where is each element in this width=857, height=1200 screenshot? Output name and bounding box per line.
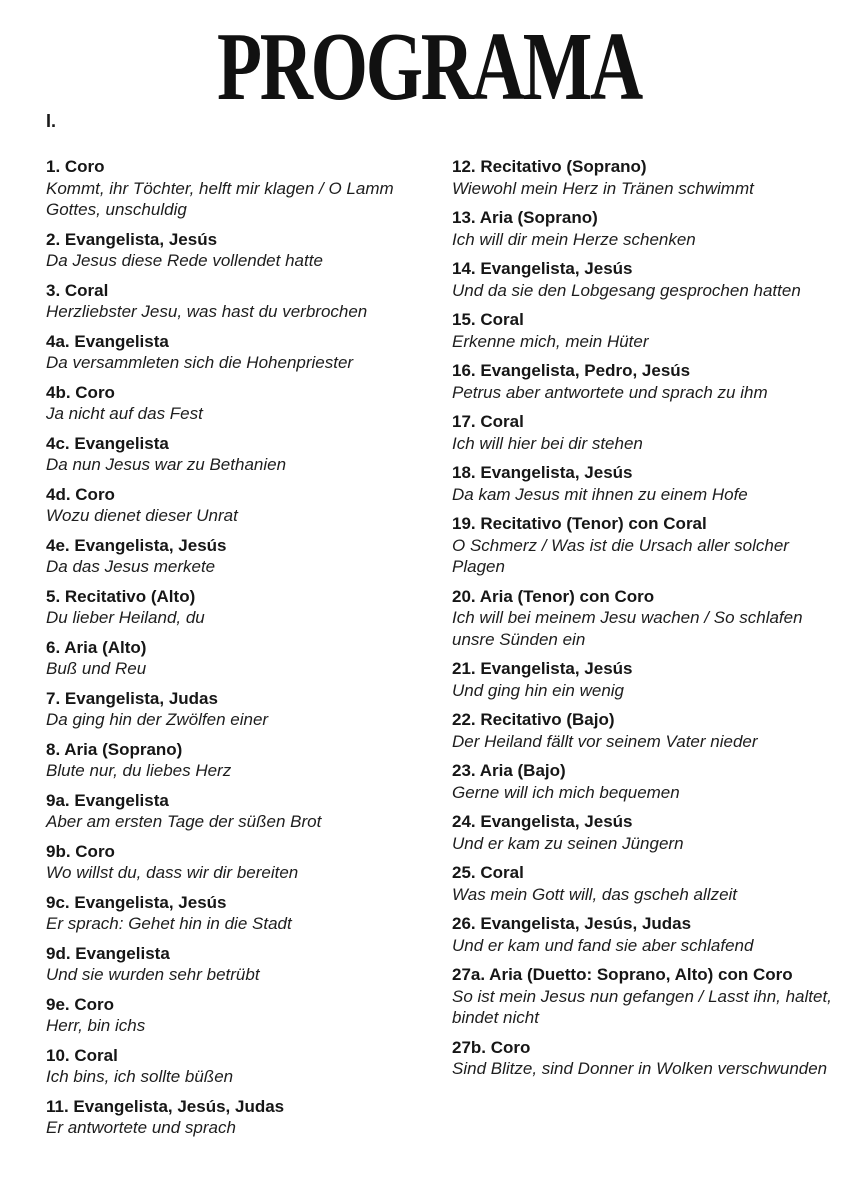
entry-heading: 27a. Aria (Duetto: Soprano, Alto) con Coro: [452, 965, 793, 984]
entry-incipit: Petrus aber antwortete und sprach zu ihm: [452, 382, 768, 402]
program-entry: [452, 586, 844, 651]
program-entry: [452, 156, 844, 199]
entry-heading: 9e. Coro: [46, 994, 115, 1014]
entry-heading: 10. Coral: [46, 1045, 118, 1065]
entry-incipit: Da versammleten sich die Hohenpriester: [46, 353, 354, 372]
program-entry: [46, 484, 418, 527]
entry-incipit: Du lieber Heiland, du: [46, 608, 205, 627]
entry-heading: 18. Evangelista, Jesús: [452, 463, 633, 482]
entry-incipit: Und da sie den Lobgesang gesprochen hatten: [452, 280, 801, 300]
entry-incipit: Blute nur, du liebes Herz: [46, 761, 232, 780]
entry-incipit: Er antwortete und sprach: [46, 1118, 236, 1137]
program-entry: [46, 892, 418, 935]
entry-heading: 3. Coral: [46, 280, 109, 300]
entry-heading: 6. Aria (Alto): [46, 637, 147, 657]
program-entry: [452, 862, 844, 905]
program-entry: [46, 841, 418, 884]
program-entry: [46, 739, 418, 782]
entry-incipit: Wiewohl mein Herz in Tränen schwimmt: [452, 178, 754, 198]
program-entry: [452, 760, 844, 803]
program-entry: [452, 360, 844, 403]
entry-incipit: Und er kam zu seinen Jüngern: [452, 833, 684, 853]
entry-incipit: Was mein Gott will, das gscheh allzeit: [452, 884, 738, 904]
entry-heading: 4c. Evangelista: [46, 433, 169, 453]
entry-heading: 26. Evangelista, Jesús, Judas: [452, 914, 692, 933]
program-entry: [452, 513, 844, 578]
program-entry: [46, 637, 418, 680]
entry-incipit: Da kam Jesus mit ihnen zu einem Hofe: [452, 484, 748, 504]
entry-heading: 9c. Evangelista, Jesús: [46, 892, 227, 912]
entry-heading: 20. Aria (Tenor) con Coro: [452, 586, 655, 606]
entry-incipit: Aber am ersten Tage der süßen Brot: [46, 812, 322, 831]
program-entry: [452, 309, 844, 352]
entry-heading: 21. Evangelista, Jesús: [452, 659, 633, 678]
entry-incipit: Und sie wurden sehr betrübt: [46, 965, 260, 984]
entry-incipit: Und ging hin ein wenig: [452, 680, 625, 700]
program-columns: [0, 156, 857, 1147]
page-title: PROGRAMA: [216, 13, 641, 120]
program-entry: [452, 658, 844, 701]
program-entry: [46, 994, 418, 1037]
entry-heading: 9a. Evangelista: [46, 790, 169, 810]
entry-heading: 17. Coral: [452, 412, 524, 431]
entry-heading: 4d. Coro: [46, 484, 115, 504]
entry-incipit: Herzliebster Jesu, was hast du verbrochen: [46, 302, 368, 321]
entry-heading: 19. Recitativo (Tenor) con Coral: [452, 514, 707, 533]
program-entry: [46, 790, 418, 833]
program-entry: [46, 156, 418, 221]
entry-incipit: Ich will dir mein Herze schenken: [452, 229, 696, 249]
entry-incipit: Herr, bin ichs: [46, 1016, 146, 1035]
entry-incipit: Ich bins, ich sollte büßen: [46, 1067, 234, 1086]
entry-heading: 5. Recitativo (Alto): [46, 586, 196, 606]
program-entry: [452, 411, 844, 454]
entry-heading: 13. Aria (Soprano): [452, 208, 598, 227]
program-column-left: [46, 156, 452, 1147]
entry-heading: 4b. Coro: [46, 382, 115, 402]
entry-incipit: Da Jesus diese Rede vollendet hatte: [46, 251, 323, 270]
entry-incipit: Und er kam und fand sie aber schlafend: [452, 935, 754, 955]
entry-heading: 9d. Evangelista: [46, 943, 170, 963]
entry-heading: 15. Coral: [452, 310, 524, 329]
entry-heading: 4a. Evangelista: [46, 331, 169, 351]
program-entry: [452, 258, 844, 301]
program-entry: [46, 943, 418, 986]
program-entry: [452, 913, 844, 956]
program-entry: [46, 280, 418, 323]
program-entry: [46, 433, 418, 476]
entry-heading: 11. Evangelista, Jesús, Judas: [46, 1096, 285, 1116]
entry-heading: 1. Coro: [46, 157, 105, 176]
entry-heading: 25. Coral: [452, 863, 524, 882]
entry-incipit: So ist mein Jesus nun gefangen / Lasst ihn, haltet, bindet nicht: [452, 986, 832, 1027]
entry-incipit: Wozu dienet dieser Unrat: [46, 506, 238, 525]
entry-incipit: Ja nicht auf das Fest: [46, 404, 203, 423]
entry-incipit: Kommt, ihr Töchter, helft mir klagen / O Lamm Gottes, unschuldig: [46, 178, 394, 219]
entry-incipit: Der Heiland fällt vor seinem Vater nieder: [452, 731, 758, 751]
entry-incipit: Sind Blitze, sind Donner in Wolken verschwunden: [452, 1059, 828, 1078]
entry-heading: 8. Aria (Soprano): [46, 739, 183, 759]
entry-heading: 4e. Evangelista, Jesús: [46, 535, 227, 555]
entry-incipit: Er sprach: Gehet hin in die Stadt: [46, 914, 292, 933]
entry-incipit: Buß und Reu: [46, 659, 147, 678]
section-label-part-one: I.: [46, 111, 57, 131]
program-entry: [46, 1045, 418, 1088]
program-entry: [46, 382, 418, 425]
entry-heading: 27b. Coro: [452, 1037, 531, 1057]
entry-heading: 9b. Coro: [46, 841, 115, 861]
entry-incipit: Erkenne mich, mein Hüter: [452, 331, 649, 351]
program-entry: [46, 688, 418, 731]
entry-heading: 2. Evangelista, Jesús: [46, 229, 218, 249]
entry-incipit: Ich will bei meinem Jesu wachen / So schlafen unsre Sünden ein: [452, 608, 803, 649]
entry-incipit: Ich will hier bei dir stehen: [452, 433, 643, 453]
page-header: [0, 0, 857, 120]
program-entry: [452, 964, 844, 1029]
entry-incipit: Gerne will ich mich bequemen: [452, 782, 680, 802]
program-entry: [46, 1096, 418, 1139]
program-entry: [452, 811, 844, 854]
entry-heading: 12. Recitativo (Soprano): [452, 157, 647, 176]
entry-heading: 7. Evangelista, Judas: [46, 688, 218, 708]
program-entry: [46, 586, 418, 629]
program-entry: [452, 207, 844, 250]
program-column-right: [452, 156, 857, 1147]
program-entry: [46, 535, 418, 578]
entry-incipit: Da das Jesus merkete: [46, 557, 216, 576]
entry-heading: 23. Aria (Bajo): [452, 761, 566, 780]
program-entry: [452, 462, 844, 505]
entry-incipit: O Schmerz / Was ist die Ursach aller solcher Plagen: [452, 535, 789, 576]
entry-incipit: Wo willst du, dass wir dir bereiten: [46, 863, 299, 882]
entry-heading: 22. Recitativo (Bajo): [452, 710, 615, 729]
entry-heading: 24. Evangelista, Jesús: [452, 812, 633, 831]
program-entry: [46, 229, 418, 272]
program-entry: [46, 331, 418, 374]
entry-heading: 16. Evangelista, Pedro, Jesús: [452, 361, 691, 380]
program-entry: [452, 1037, 844, 1080]
entry-incipit: Da ging hin der Zwölfen einer: [46, 710, 269, 729]
entry-incipit: Da nun Jesus war zu Bethanien: [46, 455, 287, 474]
entry-heading: 14. Evangelista, Jesús: [452, 259, 633, 278]
program-entry: [452, 709, 844, 752]
